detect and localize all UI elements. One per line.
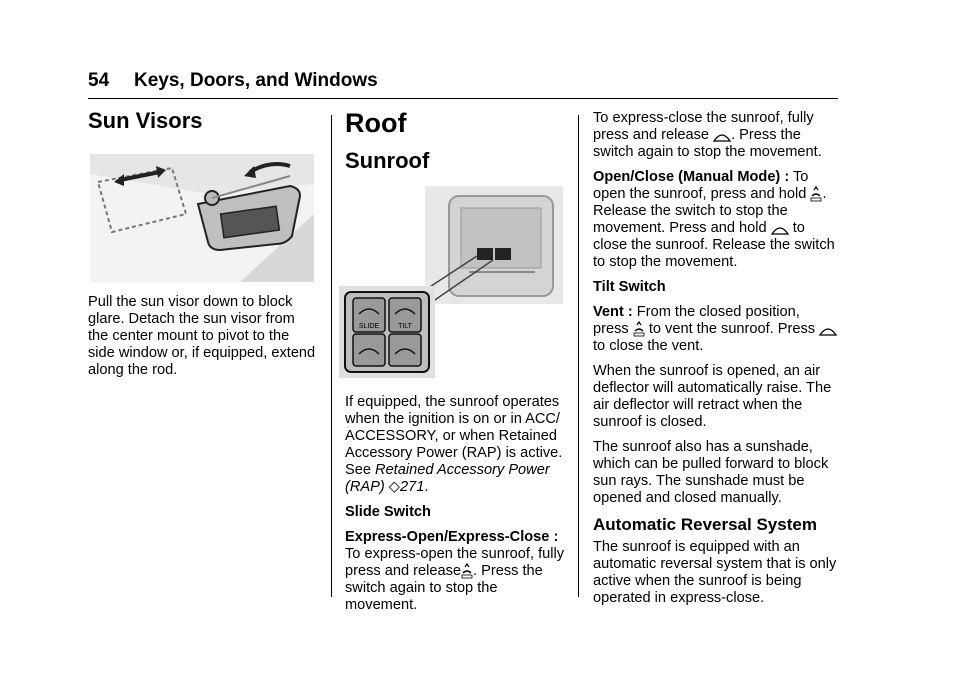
column-divider [578,115,579,597]
tilt-icon [633,321,645,337]
ref-title: Retained Accessory Power (RAP) [345,462,550,495]
express-paragraph: Express-Open/Express-Close : To express-open the sunroof, fully press and release . Press the switch again to stop the movement. [345,529,565,613]
column-roof [345,108,567,622]
subsection-heading-sunroof: Sunroof [345,148,430,173]
express-close-paragraph: To express-close the sunroof, fully press and release . Press the switch again to stop the movement. [593,110,822,160]
slide-open-icon [810,186,822,202]
tilt-switch-heading: Tilt Switch [593,279,666,295]
slide-label: SLIDE [358,323,380,330]
sun-visor-drawing [90,154,314,282]
chapter-title: Keys, Doors, and Windows [134,70,378,91]
deflector-paragraph: When the sunroof is opened, an air deflector will automatically raise. The air deflector will retract when the sunroof is closed. [593,363,832,430]
tilt-label: TILT [398,323,412,330]
column-divider [331,115,332,597]
column-sun-visors [88,108,318,387]
automatic-reversal-heading: Automatic Reversal System [593,515,817,534]
close-icon [819,325,837,337]
ref-arrow-icon: ◇ [388,479,401,495]
automatic-reversal-body: The sunroof is equipped with an automatic reversal system that is only active when the sunroof is being operated in express-close. [593,539,837,606]
vent-paragraph: Vent : From the closed position, press to vent the sunroof. Press to close the vent. [593,304,839,355]
page-header [88,70,838,99]
ref-page: 271 [400,479,425,495]
sun-visor-body: Pull the sun visor down to block glare. Detach the sun visor from the center mount to pivot to the side window or, if equipped, extend along the rod. [88,294,316,378]
slide-switch-heading: Slide Switch [345,504,431,520]
page-number: 54 [88,70,110,91]
close-icon [771,224,789,236]
close-icon [713,131,731,143]
manual-mode-paragraph: Open/Close (Manual Mode) : To open the sunroof, press and hold . Release the switch to stop the movement. Press and hold to close the sunroof. Release the switch to stop the movement. [593,169,835,270]
sunroof-console-drawing [339,186,563,382]
slide-open-icon [461,563,473,579]
sunshade-paragraph: The sunroof also has a sunshade, which can be pulled forward to block sun rays. The sunshade must be opened and closed manually. [593,439,829,506]
section-heading-roof: Roof [345,108,407,138]
column-roof-continued [593,110,839,615]
sunroof-intro: If equipped, the sunroof operates when the ignition is on or in ACC/ ACCESSORY, or when Retained Accessory Power (RAP) is active. See Retained Accessory Power (RAP) ◇271. [345,394,563,495]
sunroof-switch-illustration [339,186,563,382]
section-heading: Sun Visors [88,108,203,133]
sun-visor-illustration [90,154,314,282]
